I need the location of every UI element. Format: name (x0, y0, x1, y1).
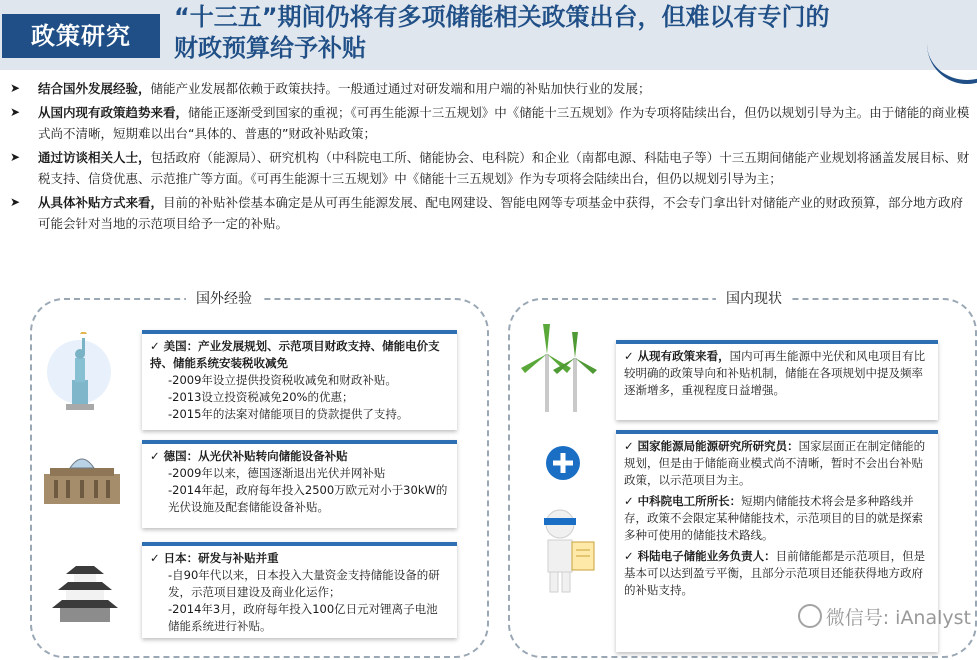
germany-policy-card (142, 440, 457, 528)
bullet-text: 包括政府（能源局）、研究机构（中科院电工所、储能协会、电科院）和企业（南都电源、科陆电子等）十三五期间储能产业规划将涵盖发展目标、财税支持、信贷优惠、示范推广等方面。《可再生能源十三五规划》中《储能十三五规划》作为专项将会陆续出台，但仍以规划引导为主； (38, 150, 970, 186)
page-title-line2: 财政预算给予补贴 (174, 34, 366, 62)
domestic-policy-card (616, 340, 938, 420)
bullet-lead: 从具体补贴方式来看， (38, 195, 164, 210)
japan-policy-card (142, 542, 457, 638)
japanese-castle-icon (46, 560, 124, 626)
domestic-policy-heading: ✓ 从现有政策来看， (624, 349, 730, 363)
germany-item: -2009年以来，德国逐渐退出光伏并网补贴 (168, 466, 386, 480)
section-tag: 政策研究 (2, 14, 160, 58)
interview-heading: ✓ 国家能源局能源研究所研究员： (624, 439, 799, 453)
domestic-policy-text: 国内可再生能源中光伏和风电项目有比较明确的政策导向和补贴机制，储能在各项规划中提及频率逐渐增多，重视程度日益增强。 (624, 349, 926, 397)
interview-text: 国家层面正在制定储能的规划，但是由于储能商业模式尚不清晰，暂时不会出台补贴政策，以示范项目为主。 (624, 439, 926, 487)
foreign-panel-title: 国外经验 (186, 288, 262, 308)
germany-item: -2014年起，政府每年投入2500万欧元对小于30kW的光伏设施及配套储能设备补贴。 (168, 483, 448, 514)
interview-item (624, 548, 930, 599)
usa-item: -2009年设立提供投资税收减免和财政补贴。 (168, 373, 397, 387)
bullet-text: 储能正逐渐受到国家的重视；《可再生能源十三五规划》中《储能十三五规划》作为专项将陆续出台，但仍以规划引导为主。由于储能的商业模式尚不清晰，短期难以出台“具体的、普惠的”财政补贴政策； (38, 105, 970, 141)
plus-icon (544, 444, 582, 482)
bullet-list (8, 78, 973, 237)
germany-heading: ✓ 德国：从光伏补贴转向储能设备补贴 (150, 449, 348, 463)
japan-heading: ✓ 日本：研发与补贴并重 (150, 551, 279, 565)
domestic-panel-title: 国内现状 (716, 288, 792, 308)
arrow-bullet-icon: ➤ (10, 81, 21, 95)
bullet-item (8, 78, 973, 99)
wind-turbine-icon (515, 314, 605, 414)
usa-item: -2015年的法案对储能项目的贷款提供了支持。 (168, 407, 409, 421)
bullet-item (8, 192, 973, 234)
bullet-item (8, 102, 973, 144)
reichstag-building-icon (40, 448, 124, 508)
page-title-line1: “十三五”期间仍将有多项储能相关政策出台，但难以有专门的 (174, 3, 830, 31)
bullet-lead: 结合国外发展经验， (38, 81, 151, 96)
watermark-text: 微信号: iAnalyst (825, 607, 971, 629)
bullet-lead: 通过访谈相关人士， (38, 150, 151, 165)
wechat-watermark (798, 603, 971, 630)
usa-policy-card (142, 330, 457, 430)
arrow-bullet-icon: ➤ (10, 150, 21, 164)
bullet-lead: 从国内现有政策趋势来看， (38, 105, 189, 120)
person-with-clipboard-icon (524, 506, 604, 596)
interview-item (624, 493, 930, 544)
bullet-text: 储能产业发展都依赖于政策扶持。一般通过通过对研发端和用户端的补贴加快行业的发展； (150, 81, 651, 96)
interview-text: 短期内储能技术将会是多种路线并存，政策不会限定某种储能技术，示范项目的目的就是探索多种可使用的储能技术路线。 (624, 494, 923, 542)
japan-item: -2014年3月，政府每年投入100亿日元对锂离子电池储能系统进行补贴。 (168, 602, 438, 633)
usa-heading: ✓ 美国：产业发展规划、示范项目财政支持、储能电价支持、储能系统安装税收减免 (150, 339, 440, 370)
arrow-bullet-icon: ➤ (10, 105, 21, 119)
statue-of-liberty-icon (44, 332, 114, 412)
interview-heading: ✓ 科陆电子储能业务负责人： (624, 549, 776, 563)
wechat-logo-icon (798, 604, 822, 628)
arrow-bullet-icon: ➤ (10, 195, 21, 209)
page-title (174, 2, 974, 64)
header-bar (0, 0, 977, 70)
bullet-text: 目前的补贴补偿基本确定是从可再生能源发展、配电网建设、智能电网等专项基金中获得，不会专门拿出针对储能产业的财政预算，部分地方政府可能会针对当地的示范项目给予一定的补贴。 (38, 195, 964, 231)
interview-text: 目前储能都是示范项目，但是基本可以达到盈亏平衡，且部分示范项目还能获得地方政府的补贴支持。 (624, 549, 926, 597)
bullet-item (8, 147, 973, 189)
usa-item: -2013设立投资税减免20%的优惠； (168, 390, 354, 404)
interview-item (624, 438, 930, 489)
interview-heading: ✓ 中科院电工所所长： (624, 494, 742, 508)
japan-item: -自90年代以来，日本投入大量资金支持储能设备的研发，示范项目建设及商业化运作； (168, 568, 440, 599)
